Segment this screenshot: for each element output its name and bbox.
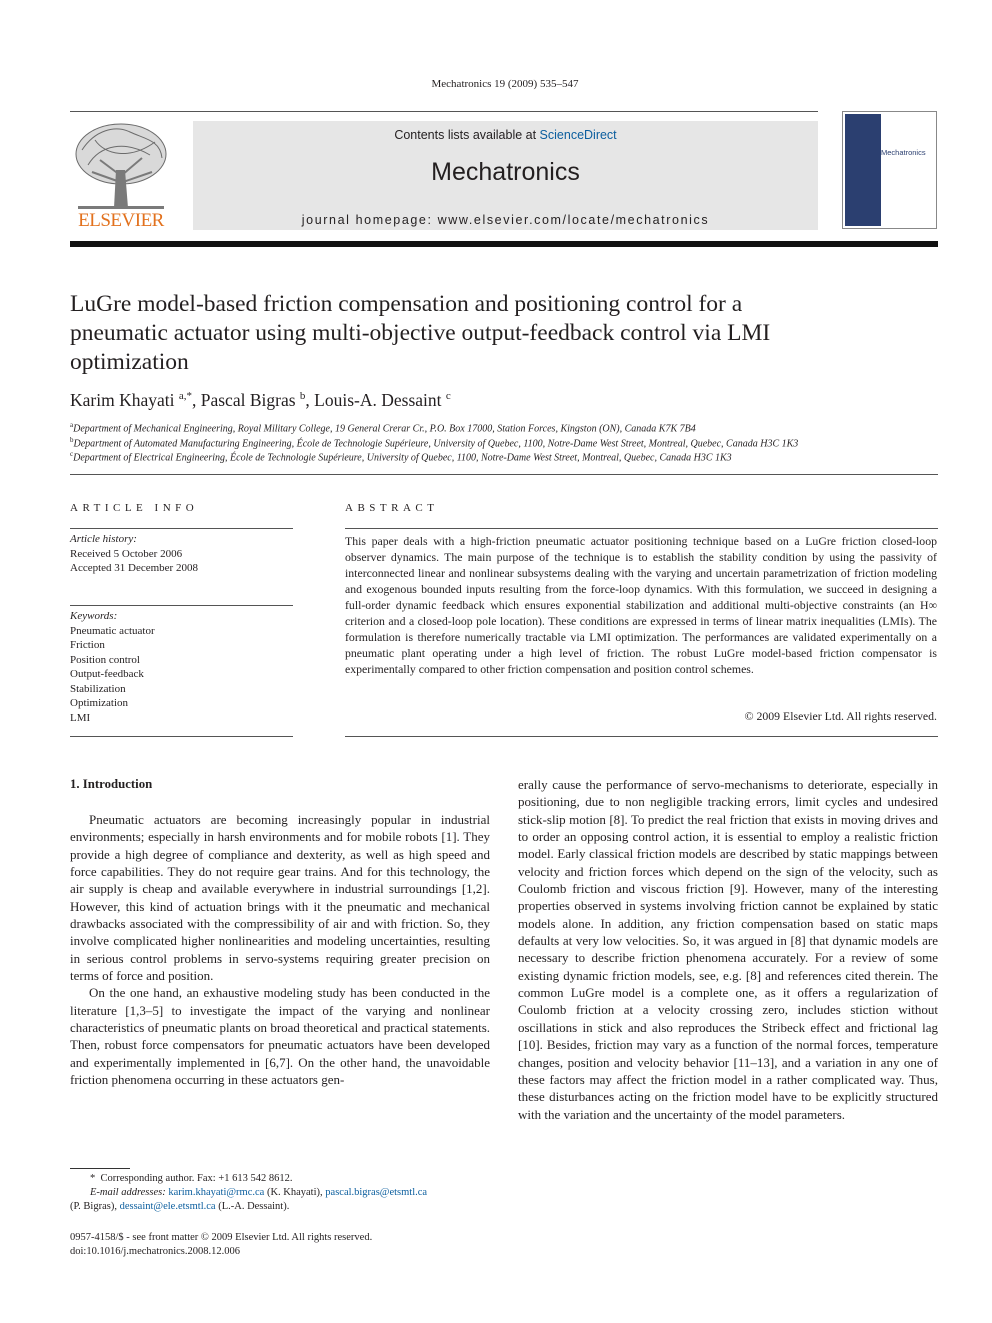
journal-homepage — [193, 213, 818, 227]
keyword-item: Position control — [70, 653, 140, 666]
issn-line: 0957-4158/$ - see front matter © 2009 Elsevier Ltd. All rights reserved. — [70, 1232, 373, 1243]
keywords-label: Keywords: — [70, 610, 118, 622]
email-addresses: E-mail addresses: karim.khayati@rmc.ca (K. Khayati), pascal.bigras@etsmtl.ca — [90, 1187, 428, 1198]
article-history — [70, 532, 293, 576]
keyword-item: Optimization — [70, 697, 129, 709]
article-title: LuGre model-based friction compensation and positioning control for a pneumatic actuator using multi-objective output-feedback control via LMI optimization — [70, 291, 771, 375]
email-link[interactable]: pascal.bigras@etsmtl.ca — [325, 1187, 428, 1198]
contents-line — [193, 128, 818, 142]
keyword-item: Output-feedback — [70, 668, 144, 680]
body-paragraph: erally cause the performance of servo-mechanisms to deteriorate, especially in positioning, due to non negligible tracking errors, limit cycles and undesired stick-slip motion [8]. To predict the real friction that exists in moving drives and to order an opposing control action, it is essential to employ a realistic friction model. Early classical friction models are described by static mappings between velocity and friction forces which depend on the sign of the velocity, such as Coulomb friction and viscous friction [9]. However, many of the interesting properties observed in systems involving friction cannot be explained by static models alone. In addition, any friction compensation based on static maps defaults at very low velocities. So, it was argued in [8] that dynamic models are necessary to describe friction phenomena accurately. For a review of some existing dynamic friction models, see, e.g. [8] and references cited therein. The common LuGre model is a complete one, as it offers a regularization of Coulomb friction at a velocity crossing zero, includes stiction without oscillations in stick and also reproduces the Stribeck effect and frictional lag [10]. Besides, friction may vary as a function of the normal forces, temperature changes, position and velocity behavior [11–13], and a variation in any one of these factors may affect the friction model in a rather complicated way. Thus, these disturbances acting on the friction model have to be explicitly structured with the variation and the uncertainty of the model parameters. — [518, 777, 938, 1122]
elsevier-wordmark: ELSEVIER — [78, 210, 164, 231]
section-heading-introduction: 1. Introduction — [70, 777, 153, 791]
abstract-heading: ABSTRACT — [345, 502, 439, 514]
bottom-metadata — [70, 1231, 372, 1259]
tree-icon — [70, 120, 172, 212]
keywords-block — [70, 609, 293, 725]
email-addresses-cont: (P. Bigras), dessaint@ele.etsmtl.ca (L.-A. Dessaint). — [70, 1201, 290, 1212]
journal-name: Mechatronics — [431, 158, 580, 186]
body-paragraph: Pneumatic actuators are becoming increasingly popular in industrial environments; especially in harsh environments and for mobile robots [1]. They provide a high degree of compliance and dexterity, as well as high speed and force capabilities. They do not require gear trains. And for this technology, the air supply is cheap and available everywhere in industrial surroundings [1,2]. However, this kind of actuation brings with it the pneumatic and mechanical drawbacks associated with the compressibility of air and with friction. So, they involve complicated higher nonlinearities and modeling uncertainties, resulting in serious control problems in servo-systems requiring greater precision on terms of force and position. — [70, 812, 490, 984]
abstract-text: This paper deals with a high-friction pneumatic actuator positioning technique based on a LuGre friction closed-loop observer dynamics. The main purpose of the technique is to establish the stability condition by using the passivity of interconnected linear and nonlinear subsystems dealing with the varying and uncertain parametrization of friction modeling and exogenous bounded inputs resulting from the force-loop dynamics. With this formulation, we succeed in designing a full-order dynamic feedback which ensures exponential stabilization and additional multi-objective constraints (an H∞ criterion and a closed-loop pole location). These conditions are expressed in terms of linear matrix inequalities (LMIs). The formulation is therefore numerically tractable via LMI optimization. The performances are validated experimentally on a pneumatic plant operating under a high level of friction. The robust LuGre model-based friction compensator is experimentally compared to other friction compensation and position control schemes. — [345, 534, 937, 676]
footnotes — [70, 1172, 490, 1214]
keyword-item: LMI — [70, 711, 91, 724]
body-paragraph: On the one hand, an exhaustive modeling study has been conducted in the literature [1,3–5] to investigate the impact of the varying and nonlinear characteristics of pneumatic plants on broad theoretical and practical statements. Then, robust force compensators for pneumatic actuators have been developed and experimentally implemented in [6,7]. On the other hand, the unavoidable friction phenomena occurring in these actuators gen- — [70, 985, 490, 1088]
history-label: Article history: — [70, 533, 137, 545]
article-info-bottom-rule — [70, 736, 293, 737]
author-affiliation-mark[interactable]: b — [299, 390, 306, 403]
journal-reference: Mechatronics 19 (2009) 535–547 — [431, 78, 579, 90]
article-info-rule — [70, 528, 293, 529]
article-info-heading: ARTICLE INFO — [70, 502, 199, 514]
elsevier-logo[interactable] — [70, 120, 172, 232]
cover-title: Mechatronics — [881, 148, 926, 157]
abstract-copyright: © 2009 Elsevier Ltd. All rights reserved. — [744, 709, 937, 723]
header-thick-rule — [70, 241, 938, 247]
keywords-rule — [70, 605, 293, 606]
journal-header-box — [193, 121, 818, 230]
affiliation-rule — [70, 474, 938, 475]
author-affiliation-mark[interactable]: a,* — [178, 390, 192, 403]
journal-cover-thumbnail[interactable] — [842, 111, 937, 229]
footnote-rule — [70, 1168, 130, 1169]
author-affiliation-mark[interactable]: c — [445, 390, 451, 403]
keyword-item: Pneumatic actuator — [70, 624, 155, 637]
body-right-column — [518, 776, 938, 1123]
homepage-label: journal homepage: — [301, 213, 438, 227]
author-list: Karim Khayati $^{a,*}$, Pascal Bigras $^b$, Louis-A. Dessaint $^c$ — [70, 390, 451, 410]
keyword-item: Stabilization — [70, 682, 126, 695]
corresponding-author-note: * Corresponding author. Fax: +1 613 542 8612. — [90, 1173, 293, 1184]
homepage-url-link[interactable]: www.elsevier.com/locate/mechatronics — [437, 213, 710, 227]
email-link[interactable]: dessaint@ele.etsmtl.ca — [119, 1201, 216, 1212]
keyword-item: Friction — [70, 639, 105, 651]
header-top-rule — [70, 111, 818, 112]
accepted-date: Accepted 31 December 2008 — [70, 562, 198, 574]
author-name: Karim Khayati — [70, 390, 175, 410]
affiliation-a: $^a$Department of Mechanical Engineering, Royal Military College, 19 General Crerar Cr., P.O. Box 17000, Station Forces, Kingston (ON), Canada K7K 7B4 — [70, 421, 696, 435]
doi-line[interactable]: doi:10.1016/j.mechatronics.2008.12.006 — [70, 1246, 241, 1257]
sciencedirect-link[interactable]: ScienceDirect — [539, 128, 617, 142]
abstract-rule — [345, 528, 938, 529]
contents-prefix: Contents lists available at — [394, 128, 540, 142]
author-name: Louis-A. Dessaint — [314, 390, 442, 410]
affiliation-b: $^b$Department of Automated Manufacturing Engineering, École de Technologie Supérieure, University of Quebec, 1100, Notre-Dame West Street, Montreal, Quebec, Canada H3C 1K3 — [70, 436, 799, 450]
affiliation-c: $^c$Department of Electrical Engineering, École de Technologie Supérieure, University of Quebec, 1100, Notre-Dame West Street, Montreal, Quebec, Canada H3C 1K3 — [70, 450, 732, 464]
email-link[interactable]: karim.khayati@rmc.ca — [168, 1187, 265, 1198]
received-date: Received 5 October 2006 — [70, 547, 183, 560]
cover-strip — [845, 114, 881, 226]
author-name: Pascal Bigras — [200, 390, 296, 410]
body-left-column — [70, 811, 490, 1089]
abstract-bottom-rule — [345, 736, 938, 737]
